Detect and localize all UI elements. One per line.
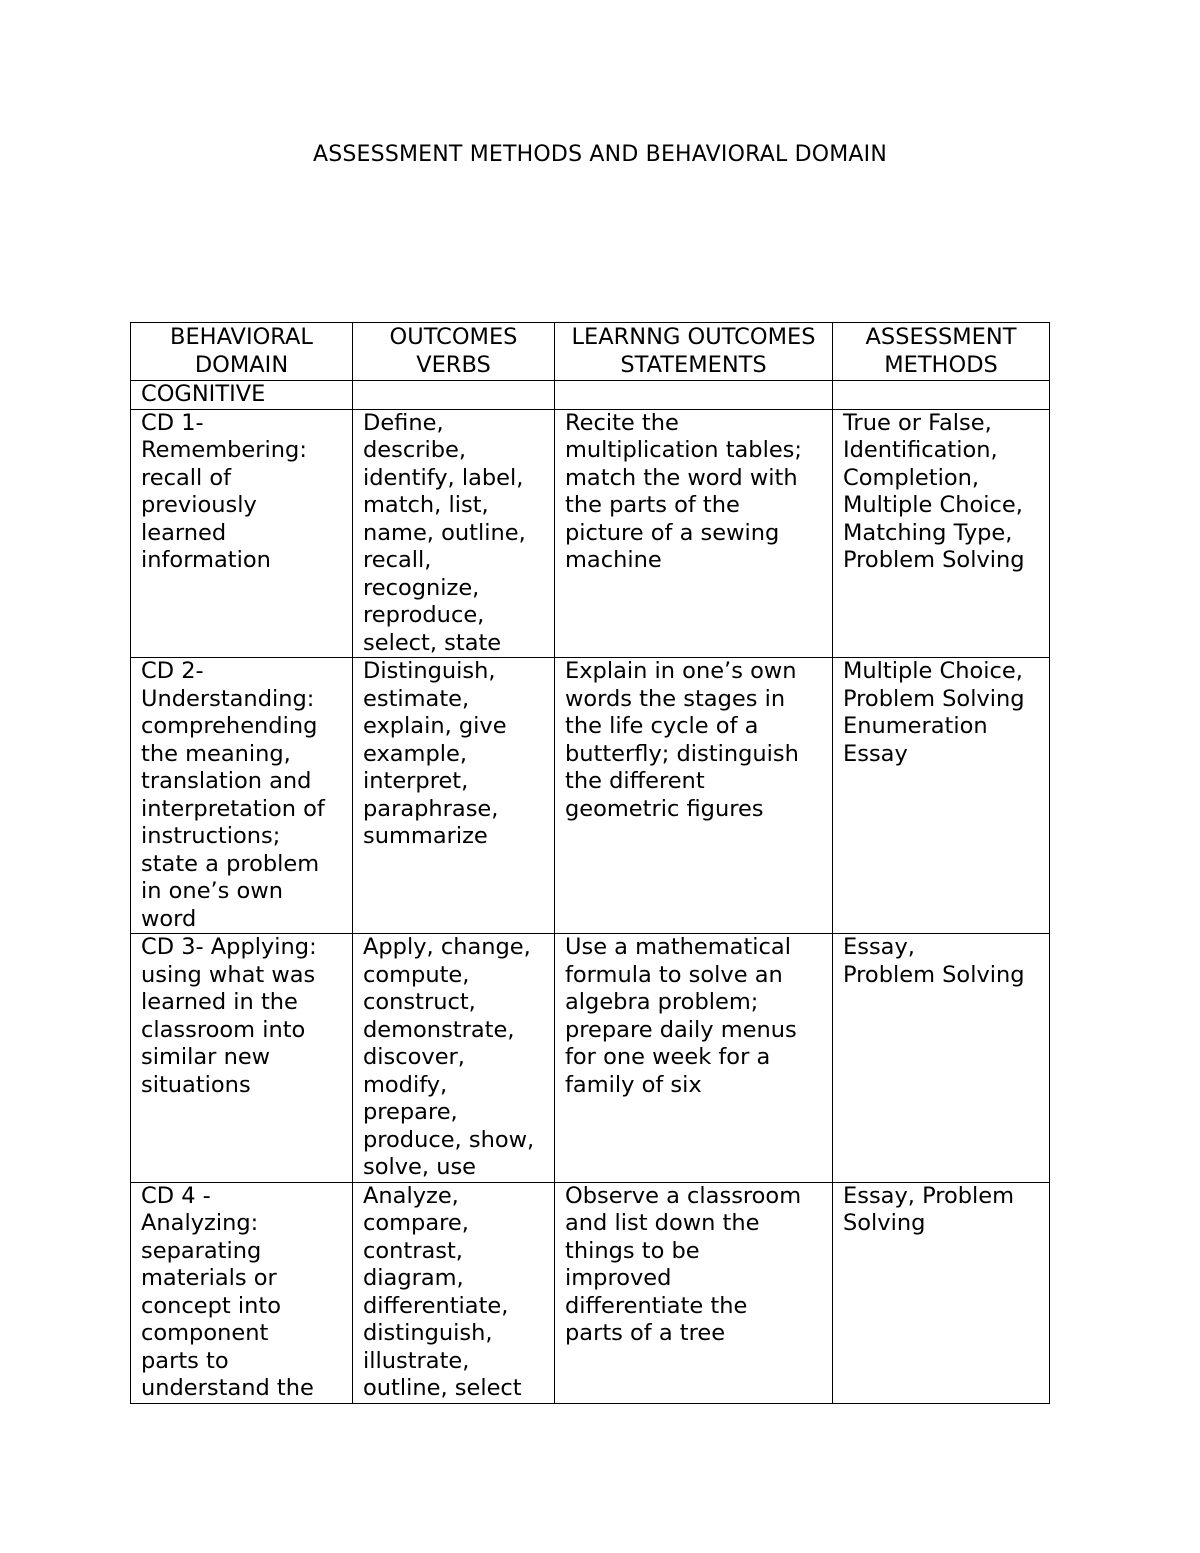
assessment-table <box>130 322 1050 1404</box>
cell-statements: Use a mathematical formula to solve an algebra problem; prepare daily menus for one week for a family of six <box>555 934 833 1183</box>
table-row-cd1 <box>131 409 1050 658</box>
header-outcomes-verbs: OUTCOMES VERBS <box>353 323 555 381</box>
section-row-cognitive <box>131 381 1050 410</box>
cell-domain: CD 3- Applying: using what was learned in the classroom into similar new situations <box>131 934 353 1183</box>
cell-domain: CD 4 - Analyzing: separating materials or concept into component parts to understand the <box>131 1182 353 1403</box>
section-label: COGNITIVE <box>131 381 353 410</box>
table-row-cd3 <box>131 934 1050 1183</box>
cell-verbs: Apply, change, compute, construct, demonstrate, discover, modify, prepare, produce, show, solve, use <box>353 934 555 1183</box>
empty-cell <box>555 381 833 410</box>
cell-verbs: Define, describe, identify, label, match, list, name, outline, recall, recognize, reproduce, select, state <box>353 409 555 658</box>
cell-verbs: Distinguish, estimate, explain, give example, interpret, paraphrase, summarize <box>353 658 555 934</box>
cell-statements: Explain in one’s own words the stages in the life cycle of a butterfly; distinguish the different geometric figures <box>555 658 833 934</box>
document-title: ASSESSMENT METHODS AND BEHAVIORAL DOMAIN <box>312 142 888 167</box>
empty-cell <box>353 381 555 410</box>
cell-methods: Multiple Choice, Problem Solving Enumeration Essay <box>833 658 1050 934</box>
table-row-cd2 <box>131 658 1050 934</box>
header-assessment-methods: ASSESSMENT METHODS <box>833 323 1050 381</box>
cell-domain: CD 1- Remembering: recall of previously learned information <box>131 409 353 658</box>
cell-methods: Essay, Problem Solving <box>833 1182 1050 1403</box>
cell-verbs: Analyze, compare, contrast, diagram, differentiate, distinguish, illustrate, outline, select <box>353 1182 555 1403</box>
cell-methods: True or False, Identification, Completion, Multiple Choice, Matching Type, Problem Solving <box>833 409 1050 658</box>
cell-methods: Essay, Problem Solving <box>833 934 1050 1183</box>
table-row-cd4 <box>131 1182 1050 1403</box>
header-learning-outcomes-statements: LEARNNG OUTCOMES STATEMENTS <box>555 323 833 381</box>
cell-statements: Observe a classroom and list down the things to be improved differentiate the parts of a tree <box>555 1182 833 1403</box>
table-header-row <box>131 323 1050 381</box>
cell-domain: CD 2- Understanding: comprehending the meaning, translation and interpretation of instructions; state a problem in one’s own word <box>131 658 353 934</box>
cell-statements: Recite the multiplication tables; match the word with the parts of the picture of a sewing machine <box>555 409 833 658</box>
header-behavioral-domain: BEHAVIORAL DOMAIN <box>131 323 353 381</box>
empty-cell <box>833 381 1050 410</box>
